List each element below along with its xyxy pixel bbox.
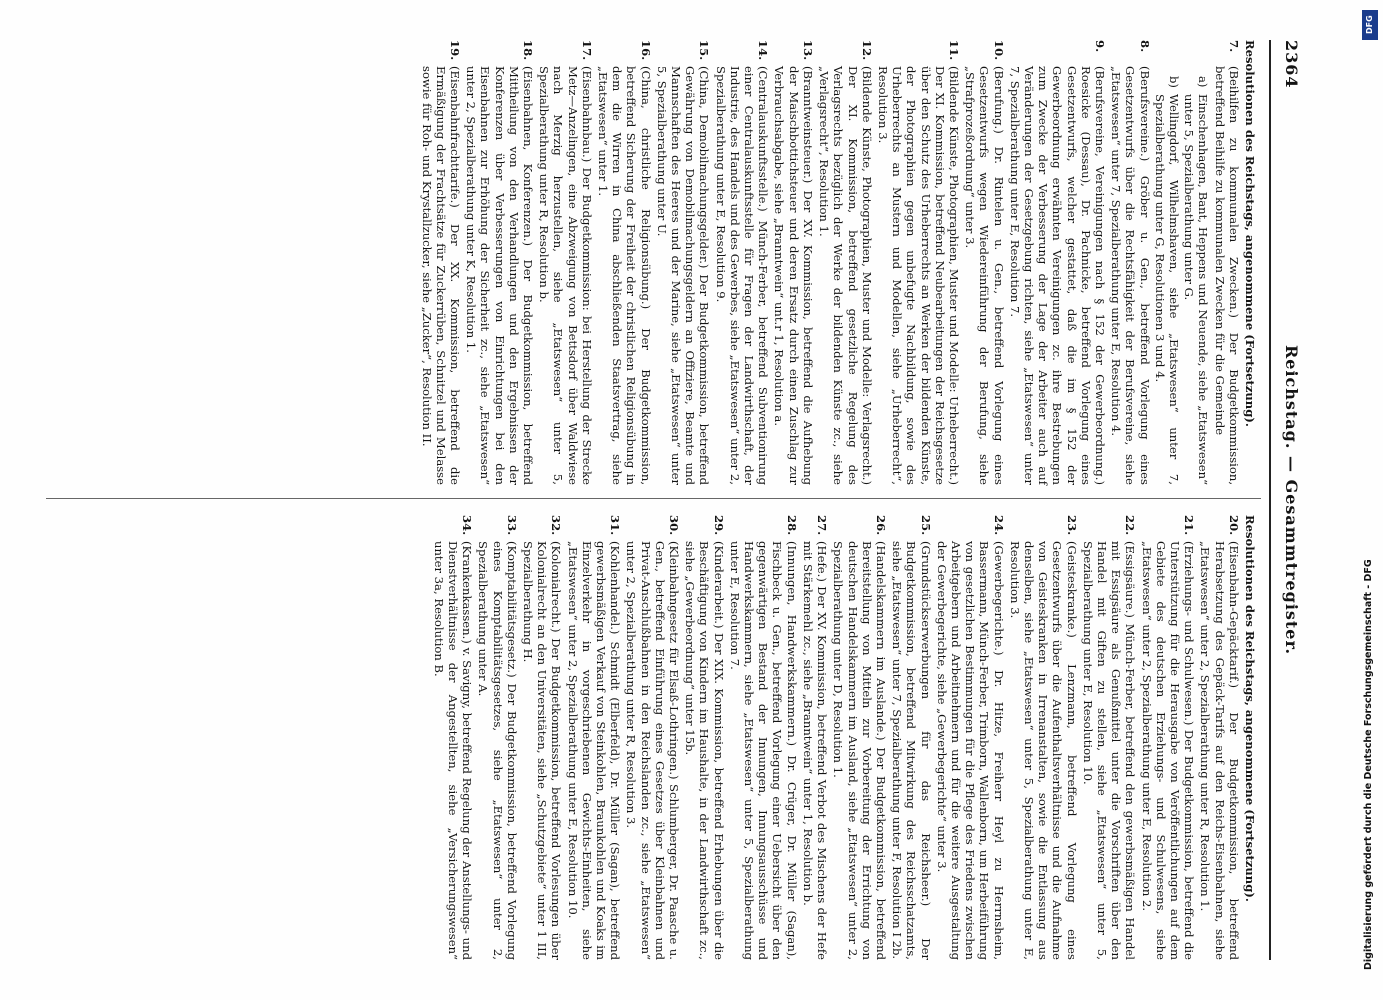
entry-text: (China, Demobilmachungsgelder.) Der Budgetkommission, betreffend Gewährung von Demobilmachungsgeldern an Offiziere, Beamte und Mannschaften des Heeres und der Marine, siehe „Etatswesen“ unter 5, Spezialberathung unter U. bbox=[654, 66, 712, 485]
resolution-entry bbox=[683, 515, 726, 960]
entry-number: 9. bbox=[1092, 40, 1107, 53]
resolution-entry bbox=[817, 40, 874, 485]
right-entry-list bbox=[432, 515, 1241, 960]
digitization-sidebar bbox=[1361, 10, 1381, 990]
resolution-entry bbox=[890, 515, 933, 960]
left-column-heading: Resolutionen des Reichstags, angenommene (Fortsetzung). bbox=[1243, 40, 1257, 427]
right-column-heading: Resolutionen des Reichstags, angenommene (Fortsetzung). bbox=[1243, 515, 1257, 902]
entry-text: (Eisenbahnbau.) Der Budgetkommission: bei Herstellung der Strecke Metz—Anzelingen, eine Abzweigung von Bettsdorf über Waldwiese nach Merzig herzustellen, siehe „Etatswesen“ unter 5, Spezialberathung unter R, Resolution b. bbox=[537, 66, 594, 485]
rotated-content bbox=[35, 40, 1305, 960]
entry-number: 23. bbox=[1064, 515, 1079, 536]
entry-text: (Erziehungs- und Schulwesen.) Der Budgetkommission, betreffend die Unterstützung für die Herausgabe von Veröffentlichungen auf dem Gebiete des deutschen Erziehungs- und Schulwesens, siehe „Etatswesen“ unter 2, Spezialberathung unter E, Resolution 2. bbox=[1139, 541, 1197, 960]
entry-text: (Innungen, Handwerkskammern.) Dr. Crüger, Dr. Müller (Sagan), Fischbeck u. Gen., betreffend Vorlegung einer Uebersicht über den gegenwärtigen Bestand der Innungen, Innungsausschüsse und Handwerkskammern, siehe „Etatswesen“ unter 5, Spezialberathung unter E, Resolution 7. bbox=[727, 541, 799, 960]
entry-text: (Geisteskranke.) Lenzmann, betreffend Vorlegung eines Gesetzentwurfs über die Aufenthaltsverhältnisse und die Aufnahme von Geisteskranken in Irrenanstalten, sowie die Entlassung aus denselben, siehe „Etatswesen“ unter 5, Spezialberathung unter E, Resolution 3. bbox=[1007, 541, 1079, 960]
resolution-entry bbox=[1008, 515, 1079, 960]
entry-number: 18. bbox=[521, 40, 536, 61]
entry-number: 11. bbox=[946, 40, 961, 61]
sub-entry bbox=[1182, 76, 1210, 485]
entry-number: 8. bbox=[1137, 40, 1152, 53]
resolution-entry bbox=[713, 40, 770, 485]
entry-text: (Kohlenhandel.) Schmidt (Elberfeld), Dr. Müller (Sagan), betreffend gewerbsmäßigen Verkauf von Steinkohlen, Braunkohlen und Koaks im Einzelverkehr in vorgeschriebenen Gewichts-Einheiten, siehe „Etatswesen“ unter 2, Spezialberathung unter E, Resolution 10. bbox=[565, 541, 623, 960]
resolution-entry bbox=[476, 515, 519, 960]
column-divider bbox=[46, 498, 1261, 499]
entry-number: a) bbox=[1196, 76, 1211, 88]
entry-text: (Komptabilitätsgesetz.) Der Budgetkommission, betreffend Vorlegung eines Komptabilitätsgesetzes, siehe „Etatswesen“ unter 2, Spezialberathung unter A. bbox=[476, 541, 519, 960]
entry-number: 29. bbox=[711, 515, 726, 536]
entry-text: (Krankenkassen.) v. Savigny, betreffend Regelung der Anstellungs- und Dienstverhältnisse der Angestellten, siehe „Versicherungswesen“ unter 3a, Resolution B. bbox=[431, 541, 475, 960]
page-title: Reichstag. — Gesammtregister. bbox=[1282, 344, 1301, 656]
entry-number: 21. bbox=[1182, 515, 1197, 536]
dfg-logo: DFG bbox=[1362, 10, 1378, 40]
entry-number: 34. bbox=[460, 515, 475, 536]
entry-number: 26. bbox=[873, 515, 888, 536]
resolution-entry bbox=[655, 40, 712, 485]
resolution-entry bbox=[831, 515, 888, 960]
resolution-entry bbox=[1081, 515, 1138, 960]
resolution-entry bbox=[596, 40, 653, 485]
entry-text: (Gewerbegerichte.) Dr. Hitze, Freiherr Heyl zu Herrnsheim, Bassermann, Münch-Ferber, Trimborn, Wallenborn, um Herbeiführung von gesetzlichen Bestimmungen für die Pflege des Friedens zwischen Arbeitgebern und Arbeitnehmern und für die weitere Ausgestaltung der Gewerbegerichte, siehe „Gewerbegerichte“ unter 3. bbox=[934, 541, 1006, 960]
entry-number: 22. bbox=[1123, 515, 1138, 536]
resolution-entry bbox=[876, 40, 961, 485]
entry-number: 25. bbox=[918, 515, 933, 536]
entry-text: (Centralauskunftsstelle.) Münch-Ferber, betreffend Subventionirung einer Centralauskunftsstelle für Fragen der Landwirthschaft, der Industrie, des Handels und des Gewerbes, siehe „Etatswesen“ unter 2, Spezialberathung unter E, Resolution 9. bbox=[713, 66, 771, 485]
entry-text: (Essigsäure.) Münch-Ferber, betreffend den gewerbsmäßigen Handel mit Essigsäure als Genußmittel unter die Vorschriften über den Handel mit Giften zu stellen, siehe „Etatswesen“ unter 5, Spezialberathung unter E, Resolution 10. bbox=[1080, 541, 1138, 960]
resolution-entry bbox=[935, 515, 1006, 960]
left-column bbox=[47, 40, 1257, 485]
entry-text: Einschenhagen, Bant, Heppens und Neuende, siehe „Etatswesen“ unter 5, Spezialberathung unter G. bbox=[1182, 94, 1211, 485]
resolution-entry bbox=[1139, 515, 1196, 960]
resolution-entry bbox=[565, 515, 622, 960]
resolution-entry bbox=[772, 40, 815, 485]
entry-number: 17. bbox=[579, 40, 594, 61]
entry-number: 27. bbox=[815, 515, 830, 536]
entry-number: 10. bbox=[991, 40, 1006, 61]
entry-text: (Bildende Künste, Photographien, Muster und Modelle: Urheberrecht.) Der XI. Kommission, betreffend Neubearbeitungen der Reichsgesetze über den Schutz des Urheberrechts an Werken der bildenden Künste, der Photographien gegen unbefugte Nachbildung, sowie des Urheberrechts an Mustern und Modellen, siehe „Urheberrecht“, Resolution 3. bbox=[875, 66, 961, 485]
entry-text: (Berufung.) Dr. Rintelen u. Gen., betreffend Vorlegung eines Gesetzentwurfs wegen Wiedereinführung der Berufung, siehe „Strafprozeßordnung“ unter 3. bbox=[963, 66, 1006, 485]
entry-text: (Eisenbahnen, Konferenzen.) Der Budgetkommission, betreffend Mittheilung von den Verhandlungen und den Ergebnissen der Konferenzen über Verbesserungen von Einrichtungen bei den Eisenbahnen zur Erhöhung der Sicherheit zc., siehe „Etatswesen“ unter 2, Spezialberathung unter K, Resolution 1. bbox=[464, 66, 536, 485]
entry-text: (Kinderarbeit.) Der XIX. Kommission, betreffend Erhebungen über die Beschäftigung von Kindern im Haushalte, in der Landwirthschaft zc., siehe „Gewerbeordnung“ unter 15b. bbox=[683, 541, 726, 960]
entry-number: 14. bbox=[756, 40, 771, 61]
resolution-entry bbox=[464, 40, 535, 485]
entry-number: 16. bbox=[638, 40, 653, 61]
entry-text: (Handelskammern im Auslande.) Der Budgetkommission, betreffend Bereitstellung von Mitteln zur Vorbereitung der Errichtung von deutschen Handelskammern im Ausland, siehe „Etatswesen“ unter 2, Spezialberathung unter D, Resolution 1. bbox=[831, 541, 888, 960]
resolution-entry bbox=[521, 515, 564, 960]
header-rule bbox=[1269, 40, 1271, 960]
digitization-note: Digitalisierung gefördert durch die Deutsche Forschungsgemeinschaft - DFG bbox=[1363, 559, 1374, 970]
entry-number: 20. bbox=[1226, 515, 1241, 536]
entry-number: 12. bbox=[859, 40, 874, 61]
right-column bbox=[47, 515, 1257, 960]
entry-text: (Bildende Künste, Photographien, Muster und Modelle: Verlagsrecht.) Der XI. Kommission, betreffend gesetzliche Regelung des Verlagsrechts bezüglich der Werke der bildenden Künste zc., siehe „Verlagsrecht“, Resolution 1. bbox=[817, 66, 874, 485]
resolution-entry bbox=[419, 40, 462, 485]
resolution-entry bbox=[1198, 515, 1241, 960]
entry-text: (Kleinbahngesetz für Elsaß-Lothringen.) Schlumberger, Dr. Paasche u. Gen., betreffend Einführung eines Gesetzes über Kleinbahnen und Privat-Anschlußbahnen in den Reichslanden zc., siehe „Etatswesen“ unter 2, Spezialberathung unter R, Resolution 3. bbox=[624, 541, 682, 960]
entry-number: 24. bbox=[991, 515, 1006, 536]
page-number: 2364 bbox=[1282, 40, 1301, 89]
resolution-entry bbox=[624, 515, 681, 960]
resolution-entry bbox=[1109, 40, 1152, 485]
resolution-entry bbox=[963, 40, 1006, 485]
entry-text: (Berufsvereine.) Gröber u. Gen., betreffend Vorlegung eines Gesetzentwurfs über die Rechtsfähigkeit der Berufsvereine, siehe „Etatswesen“ unter 7, Spezialberathung unter E, Resolution 4. bbox=[1109, 66, 1152, 485]
resolution-entry bbox=[432, 515, 475, 960]
entry-text: Wellingdorf, Wilhelmshaven, siehe „Etatswesen“ unter 7, Spezialberathung unter G, Resolutionen 3 und 4. bbox=[1152, 94, 1181, 485]
resolution-entry bbox=[801, 515, 829, 960]
entry-text: (Kolonialrecht.) Der Budgetkommission, betreffend Vorlesungen über Kolonialrecht an den Universitäten, siehe „Schutzgebiete“ unter 1 III, Spezialberathung H. bbox=[521, 541, 564, 960]
left-entry-list bbox=[419, 40, 1240, 485]
page-header bbox=[1269, 40, 1305, 960]
entry-number: b) bbox=[1166, 76, 1181, 88]
resolution-entry bbox=[1008, 40, 1107, 485]
resolution-entry bbox=[1212, 40, 1240, 485]
entry-number: 28. bbox=[784, 515, 799, 536]
resolution-entry bbox=[537, 40, 594, 485]
entry-text: (Grundstückserwerbungen für das Reichsheer.) Der Budgetkommission, betreffend Mitwirkung des Reichsschatzamts, siehe „Etatswesen“ unter 7, Spezialberathung unter F, Resolution I 2b. bbox=[890, 541, 933, 960]
entry-number: 33. bbox=[504, 515, 519, 536]
resolution-entry bbox=[728, 515, 799, 960]
entry-number: 30. bbox=[667, 515, 682, 536]
entry-number: 32. bbox=[549, 515, 564, 536]
entry-number: 19. bbox=[448, 40, 463, 61]
entry-text: (Hefe.) Der XV. Kommission, betreffend Verbot des Mischens der Hefe mit Stärkemehl zc., siehe „Branntwein“ unter 1, Resolution b. bbox=[800, 541, 830, 960]
entry-number: 7. bbox=[1226, 40, 1241, 53]
entry-number: 13. bbox=[800, 40, 815, 61]
entry-text: (Berufsvereine, Vereinigungen nach § 152 der Gewerbeordnung.) Roesicke (Dessau), Dr. Pachnicke, betreffend Vorlegung eines Gesetzentwurfs, welcher gestattet, daß die im § 152 der Gewerbeordnung erwähnten Vereinigungen zc. ihre Bestrebungen zum Zwecke der Verbesserung der Lage der Arbeiter auch auf Veränderungen der Gesetzgebung richten, siehe „Etatswesen“ unter 7, Spezialberathung unter E, Resolution 7. bbox=[1007, 66, 1107, 485]
entry-text: (China, christliche Religionsübung.) Der Budgetkommission, betreffend Sicherung der Freiheit der christlichen Religionsübung in dem die Wirren in China abschließenden Staatsvertrag, siehe „Etatswesen“ unter 1. bbox=[596, 66, 653, 485]
entry-text: (Eisenbahn-Gepäcktarif.) Der Budgetkommission, betreffend Herabsetzung des Gepäck-Tarifs auf den Reichs-Eisenbahnen, siehe „Etatswesen“ unter 2, Spezialberathung unter R, Resolution 1. bbox=[1198, 541, 1241, 960]
entry-text: (Eisenbahnfrachttarife.) Der XX. Kommission, betreffend die Ermäßigung der Frachtsätze für Zuckerrüben, Schnitzel und Melasse sowie für Roh- und Krystallzucker, siehe „Zucker“, Resolution II. bbox=[419, 66, 463, 485]
entry-text: (Beihilfen zu kommunalen Zwecken.) Der Budgetkommission, betreffend Beihilfe zu kommunalen Zwecken für die Gemeinde bbox=[1212, 66, 1241, 485]
entry-text: (Branntweinsteuer.) Der XV. Kommission, betreffend die Aufhebung der Maischbottichsteuer und deren Ersatz durch einen Zuschlag zur Verbrauchsabgabe, siehe „Branntwein“ unt.r 1, Resolution a. bbox=[772, 66, 815, 485]
entry-number: 31. bbox=[608, 515, 623, 536]
entry-number: 15. bbox=[697, 40, 712, 61]
sub-entry bbox=[1153, 76, 1181, 485]
